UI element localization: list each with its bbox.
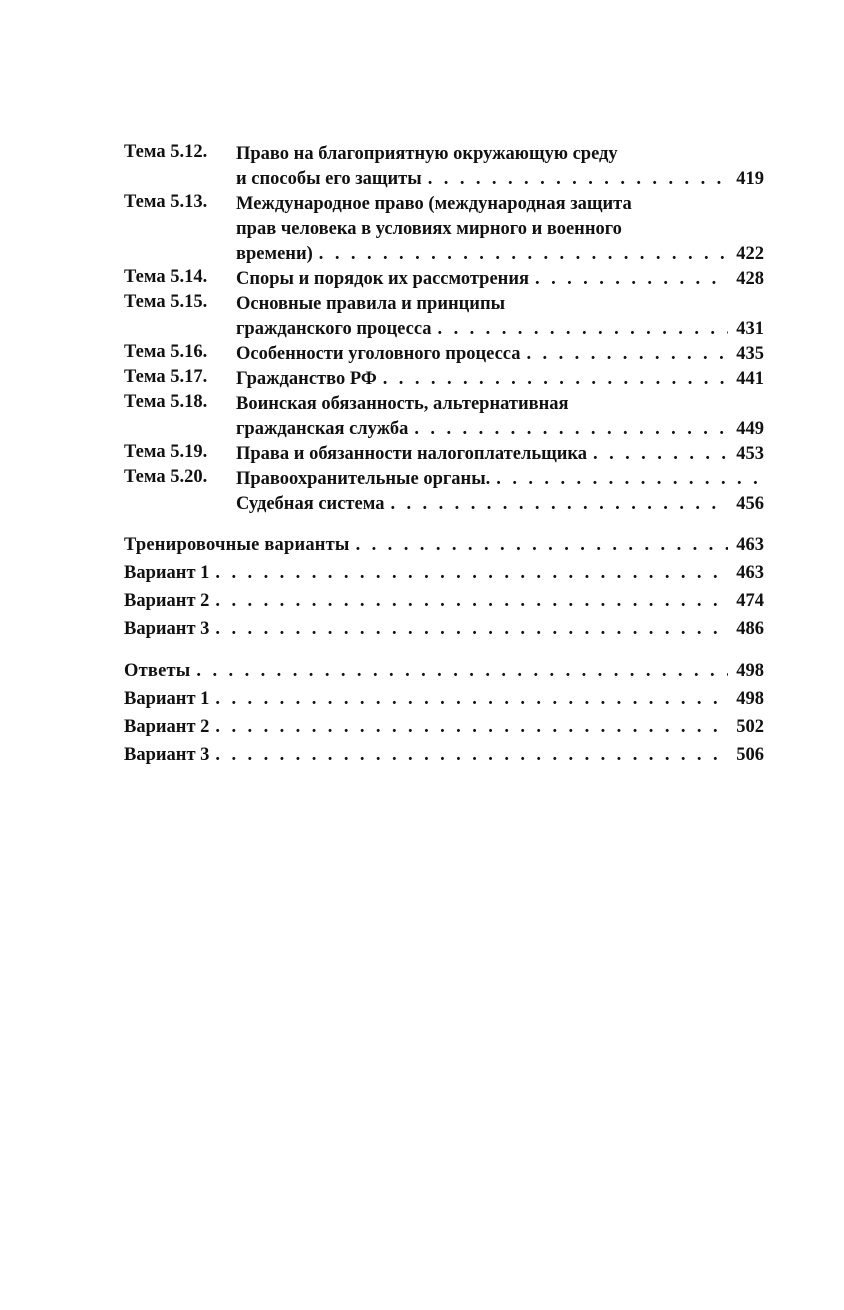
variant-title: Вариант 1: [124, 689, 210, 709]
toc-entry-training-variants[interactable]: [124, 531, 764, 559]
dot-leader: [390, 492, 728, 517]
section-heading: Ответы: [124, 661, 191, 681]
dot-leader: [356, 531, 728, 559]
toc-entry-answers[interactable]: [124, 657, 764, 685]
dot-leader: [319, 242, 728, 267]
page-number: 419: [736, 169, 764, 189]
toc-entry-answers-variant-2[interactable]: [124, 713, 764, 741]
topic-number: Тема 5.15.: [124, 292, 208, 312]
dot-leader: [414, 417, 728, 442]
topic-title-line: времени): [236, 244, 313, 264]
variant-title: Вариант 1: [124, 563, 210, 583]
dot-leader: [215, 741, 728, 769]
dot-leader: [428, 167, 728, 192]
dot-leader: [438, 317, 728, 342]
topic-title-line: прав человека в условиях мирного и военного: [236, 219, 622, 239]
topic-number: Тема 5.17.: [124, 367, 208, 387]
page-number: 506: [736, 745, 764, 765]
page-number: 474: [736, 591, 764, 611]
toc-entry-answers-variant-1[interactable]: [124, 685, 764, 713]
topic-title-line: Судебная система: [236, 494, 385, 514]
topic-title-line: Гражданство РФ: [236, 369, 377, 389]
topic-number: Тема 5.20.: [124, 467, 208, 487]
dot-leader: [215, 559, 728, 587]
dot-leader: [527, 342, 729, 367]
page-number: 431: [736, 319, 764, 339]
toc-entry-topic-5-16[interactable]: [124, 342, 764, 367]
dot-leader: [496, 467, 760, 492]
toc-entry-topic-5-15[interactable]: [124, 292, 764, 342]
topic-title-line: Особенности уголовного процесса: [236, 344, 521, 364]
dot-leader: [215, 615, 728, 643]
topic-title-line: Правоохранительные органы.: [236, 469, 491, 489]
topic-title-line: и способы его защиты: [236, 169, 422, 189]
page-number: 486: [736, 619, 764, 639]
topic-number: Тема 5.13.: [124, 192, 208, 212]
topic-title-line: Международное право (международная защита: [236, 194, 632, 214]
toc-entry-topic-5-18[interactable]: [124, 392, 764, 442]
topic-title-line: Права и обязанности налогоплательщика: [236, 444, 588, 464]
toc-entry-topic-5-12[interactable]: [124, 142, 764, 192]
variant-title: Вариант 3: [124, 745, 210, 765]
page-number: 428: [736, 269, 764, 289]
topic-number: Тема 5.16.: [124, 342, 208, 362]
topic-title-line: Споры и порядок их рассмотрения: [236, 269, 530, 289]
topic-title-line: гражданская служба: [236, 419, 409, 439]
toc-entry-training-variant-2[interactable]: [124, 587, 764, 615]
dot-leader: [215, 685, 728, 713]
variant-title: Вариант 3: [124, 619, 210, 639]
page-number: 435: [736, 344, 764, 364]
toc-entry-topic-5-19[interactable]: [124, 442, 764, 467]
topic-title-line: Основные правила и принципы: [236, 294, 506, 314]
topic-title-line: Воинская обязанность, альтернативная: [236, 394, 569, 414]
page-number: 422: [736, 244, 764, 264]
toc-entry-topic-5-13[interactable]: [124, 192, 764, 267]
page-number: 449: [736, 419, 764, 439]
section-spacer: [124, 643, 764, 657]
table-of-contents: [124, 142, 764, 769]
dot-leader: [196, 657, 728, 685]
variant-title: Вариант 2: [124, 591, 210, 611]
toc-entry-training-variant-1[interactable]: [124, 559, 764, 587]
topic-number: Тема 5.19.: [124, 442, 208, 462]
variant-title: Вариант 2: [124, 717, 210, 737]
toc-entry-topic-5-20[interactable]: [124, 467, 764, 517]
dot-leader: [215, 713, 728, 741]
topic-number: Тема 5.12.: [124, 142, 208, 162]
training-variants-section: [124, 531, 764, 643]
topic-title-line: гражданского процесса: [236, 319, 432, 339]
toc-entry-training-variant-3[interactable]: [124, 615, 764, 643]
page-number: 498: [736, 661, 764, 681]
dot-leader: [535, 267, 728, 292]
dot-leader: [593, 442, 728, 467]
dot-leader: [383, 367, 728, 392]
topic-title-line: Право на благоприятную окружающую среду: [236, 144, 618, 164]
answers-section: [124, 657, 764, 769]
page-number: 463: [736, 563, 764, 583]
page-number: 441: [736, 369, 764, 389]
toc-entry-topic-5-17[interactable]: [124, 367, 764, 392]
page-number: 502: [736, 717, 764, 737]
dot-leader: [215, 587, 728, 615]
toc-entry-topic-5-14[interactable]: [124, 267, 764, 292]
section-spacer: [124, 517, 764, 531]
toc-entry-answers-variant-3[interactable]: [124, 741, 764, 769]
page-number: 463: [736, 535, 764, 555]
page-number: 453: [736, 444, 764, 464]
section-heading: Тренировочные варианты: [124, 535, 350, 555]
topic-number: Тема 5.18.: [124, 392, 208, 412]
page-number: 456: [736, 494, 764, 514]
topic-number: Тема 5.14.: [124, 267, 208, 287]
page-number: 498: [736, 689, 764, 709]
